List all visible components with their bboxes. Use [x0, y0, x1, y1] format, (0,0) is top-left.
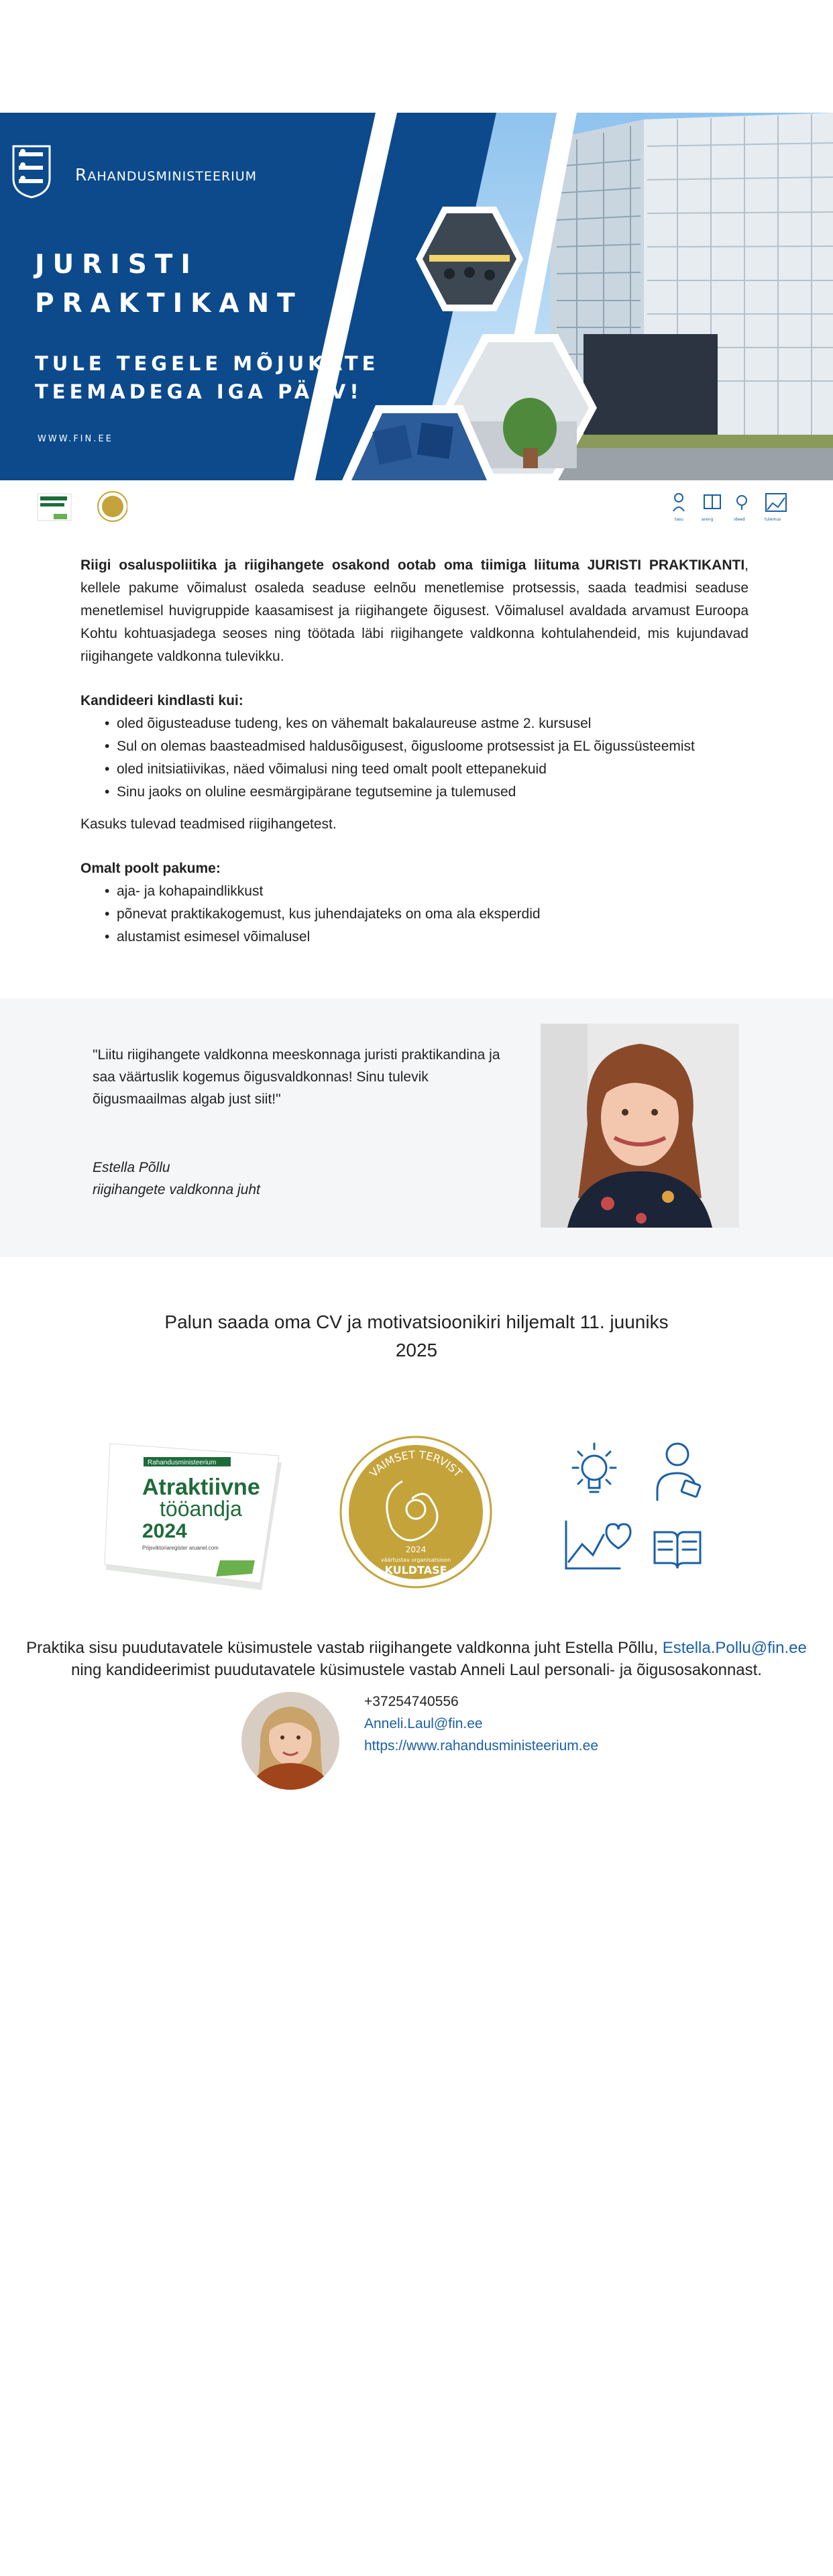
contact-paragraph: Praktika sisu puudutavatele küsimustele vastab riigihangete valdkonna juht Estella Põllu, Estella.Pollu@fin.ee ning kandideerimist puudutavatele küsimustele vastab Anneli Laul personali- ja õigusosakonnast. — [26, 1639, 807, 1679]
mental-health-gold-badge — [338, 1434, 494, 1590]
ministry-name: RAHANDUSMINISTEERIUM — [75, 165, 258, 184]
offer-list — [80, 880, 748, 949]
badge-title-1: Atraktiivne — [142, 1474, 260, 1500]
contact-email-anneli[interactable]: Anneli.Laul@fin.ee — [364, 1716, 483, 1731]
offer-heading: Omalt poolt pakume: — [80, 861, 221, 876]
gold-year: 2024 — [405, 1545, 427, 1554]
candidate-note: Kasuks tulevad teadmised riigihangetest. — [80, 816, 337, 832]
svg-text:ideed: ideed — [734, 517, 745, 522]
gold-top-text: VAIMSET TERVIST — [367, 1448, 465, 1480]
ministry-website-link[interactable]: https://www.rahandusministeerium.ee — [364, 1738, 598, 1754]
value-icons-grid — [558, 1434, 719, 1589]
list-item: • alustamist esimesel võimalusel — [105, 926, 748, 949]
contact-email-estella[interactable]: Estella.Pollu@fin.ee — [662, 1639, 807, 1657]
application-deadline: Palun saada oma CV ja motivatsioonikiri hiljemalt 11. juuniks 2025 — [164, 1311, 669, 1360]
hero-banner — [0, 113, 833, 480]
candidate-heading: Kandideeri kindlasti kui: — [80, 693, 243, 708]
person-icon — [657, 1444, 700, 1500]
author-name: Estella Põllu — [93, 1160, 170, 1175]
testimonial-quote: "Liitu riigihangete valdkonna meeskonnaga juristi praktikandina ja saa väärtuslik kogemus õigusvaldkonnas! Sinu tulevik õigusmaailmas algab just siit!" — [93, 1047, 500, 1107]
contact-person-photo — [240, 1690, 341, 1791]
list-item: • Sul on olemas baasteadmised haldusõigusest, õigusloome protsessist ja EL õigussüsteemist — [105, 735, 748, 758]
list-item: • põnevat praktikakogemust, kus juhendajateks on oma ala eksperdid — [105, 903, 748, 926]
banner-url: WWW.FIN.EE — [38, 434, 113, 444]
author-role: riigihangete valdkonna juht — [93, 1182, 260, 1197]
badge-small-text: Prijsviktoriaregister aruanel.com — [142, 1545, 219, 1551]
list-item: • oled õigusteaduse tudeng, kes on vähemalt bakalaureuse astme 2. kursusel — [105, 712, 748, 735]
banner-slogan: TULE TEGELE MÕJUKATE TEEMADEGA IGA PÄEV! — [35, 352, 380, 403]
list-item: • aja- ja kohapaindlikkust — [105, 880, 748, 903]
lightbulb-icon — [573, 1444, 616, 1492]
svg-text:tulemus: tulemus — [765, 517, 781, 522]
badge-top-text: Rahandusministeerium — [148, 1459, 217, 1466]
testimonial-author — [93, 1157, 260, 1201]
candidate-list — [80, 712, 748, 804]
testimonial-section — [0, 998, 833, 1257]
contact-details — [364, 1690, 598, 1757]
gold-bottom-text: KULDTASE — [384, 1564, 447, 1576]
badge-year: 2024 — [142, 1520, 187, 1542]
small-value-icons — [667, 488, 801, 525]
contact-phone[interactable]: +37254740556 — [364, 1694, 459, 1709]
job-description — [80, 554, 748, 949]
author-portrait — [541, 1024, 739, 1228]
list-item: • Sinu jaoks on oluline eesmärgipärane tegutsemine ja tulemused — [105, 781, 748, 804]
svg-text:tasu: tasu — [675, 517, 683, 522]
attractive-employer-badge — [101, 1436, 295, 1597]
badge-title-2: tööandja — [160, 1497, 242, 1521]
job-title: JURISTI PRAKTIKANT — [35, 250, 303, 319]
list-item: • oled initsiatiivikas, näed võimalusi ning teed omalt poolt ettepanekuid — [105, 758, 748, 781]
book-icon — [655, 1532, 700, 1568]
svg-text:areng: areng — [702, 517, 714, 522]
intro-paragraph: Riigi osaluspoliitika ja riigihangete osakond ootab oma tiimiga liituma JURISTI PRAKTIKANTI, kellele pakume võimalust osaleda seaduse eelnõu menetlemise protsessis, saada teadmisi seaduse menetlemisel huvigruppide kaasamisest ja riigihangete õigusest. Võimalusel avaldada arvamust Euroopa Kohtu kohtuasjadega seoses ning töötada läbi riigihangete valdkonna kohtulahendeid, mis kujundavad riigihangete valdkonna tulevikku. — [80, 557, 748, 664]
small-award-logos — [34, 488, 127, 525]
estonian-coat-of-arms-logo — [12, 145, 51, 199]
chart-heart-icon — [566, 1521, 630, 1568]
gold-mid-text: väärtustav organisatsioon — [380, 1557, 451, 1563]
